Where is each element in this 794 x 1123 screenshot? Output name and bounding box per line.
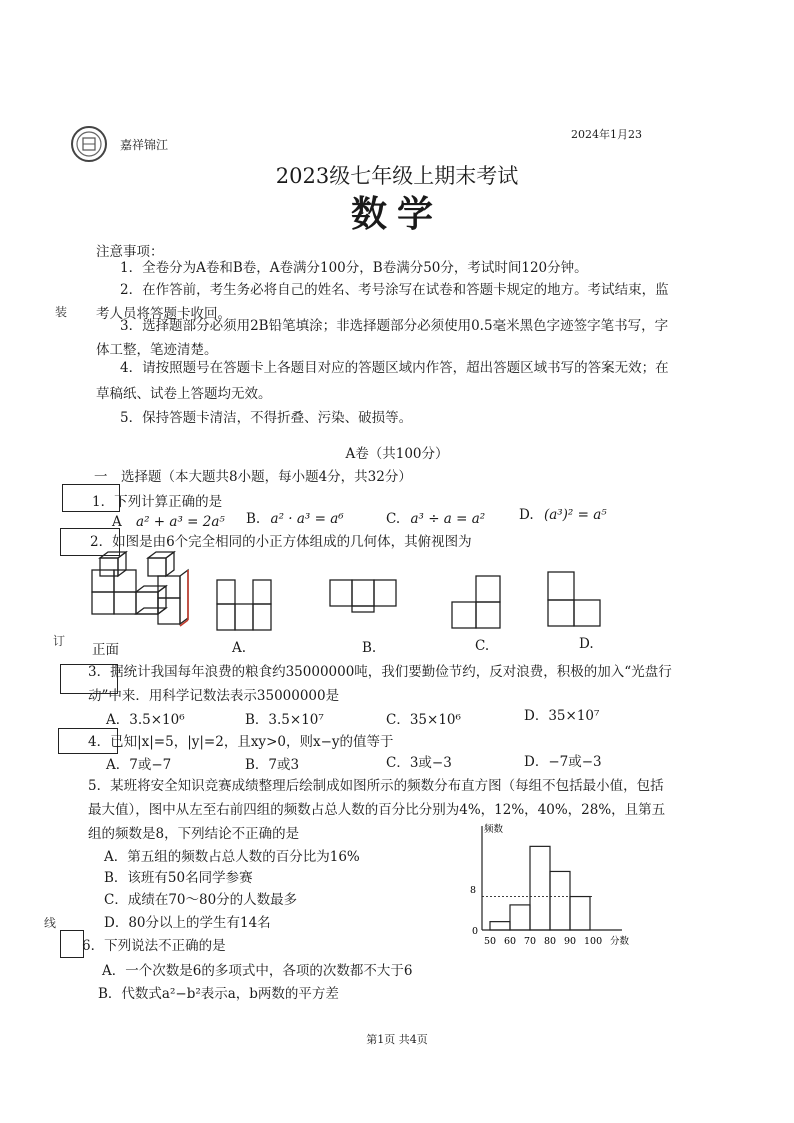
q4-option-d: D．−7或−3: [524, 754, 602, 770]
q2-option-c-label: C.: [475, 638, 490, 654]
q2-option-a-figure: [215, 578, 275, 634]
q5-option-d: D．80分以上的学生有14名: [104, 915, 271, 931]
q4-option-c: C．3或−3: [386, 755, 452, 771]
q3-line-2: 动”中来．用科学记数法表示35000000是: [88, 688, 340, 704]
q3-option-c-label: C．: [386, 712, 410, 728]
q2-option-a-label: A.: [232, 640, 247, 656]
school-name: 嘉祥锦江: [120, 138, 169, 152]
notes-heading: 注意事项：: [96, 244, 164, 260]
q5-option-b: B．该班有50名同学参赛: [104, 870, 253, 886]
q6-option-b: B．代数式a²−b²表示a，b两数的平方差: [98, 986, 339, 1002]
histogram-x-label: 分数: [610, 936, 630, 947]
histogram-bar-2: [510, 905, 530, 930]
note-line-4-cont: 草稿纸、试卷上答题均无效。: [96, 386, 272, 402]
q1-option-a-expr: a² + a³ = 2a⁵: [136, 514, 225, 530]
q1-option-c-label: C.: [386, 511, 401, 527]
margin-mark-ding: 订: [53, 634, 66, 648]
q3-option-c-value: 35×10⁶: [409, 712, 461, 728]
q4-option-a: A．7或−7: [106, 757, 172, 773]
note-line-5: 5．保持答题卡清洁，不得折叠、污染、破损等。: [120, 410, 413, 426]
q3-option-a-label: A．: [106, 712, 130, 728]
exam-title: 2023级七年级上期末考试: [275, 164, 519, 188]
q1-option-d-expr: (a³)² = a⁵: [543, 507, 607, 523]
q1-option-b-expr: a² · a³ = a⁶: [270, 511, 344, 527]
q2-solid-figure: [86, 550, 196, 640]
page-footer: 第1页 共4页: [366, 1033, 428, 1046]
q1-option-d-label: D.: [519, 507, 534, 523]
note-line-1: 1．全卷分为A卷和B卷，A卷满分100分，B卷满分50分，考试时间120分钟。: [120, 260, 588, 276]
q6-option-a: A．一个次数是6的多项式中，各项的次数都不大于6: [102, 963, 413, 979]
histogram-x-tick-90: 90: [564, 936, 577, 947]
q2-stem: 2．如图是由6个完全相同的小正方体组成的几何体，其俯视图为: [90, 534, 472, 550]
histogram-x-tick-80: 80: [544, 936, 557, 947]
q5-line-3: 组的频数是8，下列结论不正确的是: [88, 826, 300, 842]
q3-line-1: 3．据统计我国每年浪费的粮食约35000000吨，我们要勤俭节约，反对浪费，积极的加入“光盘行: [88, 664, 672, 680]
q2-option-c-figure: [450, 574, 504, 630]
q1-stem: 1．下列计算正确的是: [92, 494, 223, 510]
note-line-2-cont: 考人员将答题卡收回。: [96, 306, 231, 322]
q2-front-label: 正面: [92, 642, 119, 658]
note-line-3-cont: 体工整，笔迹清楚。: [96, 342, 218, 358]
q3-option-b-label: B．: [245, 712, 269, 728]
q2-option-b-label: B.: [362, 640, 377, 656]
histogram-y-label: 频数: [484, 824, 504, 835]
part-one-heading: 一 选择题（本大题共8小题，每小题4分，共32分）: [94, 469, 412, 485]
histogram-bar-3: [530, 846, 550, 930]
histogram-bar-1: [490, 922, 510, 930]
exam-date: 2024年1月23: [571, 128, 642, 141]
histogram-x-tick-50: 50: [484, 936, 497, 947]
margin-mark-xian: 线: [44, 916, 57, 930]
q5-line-2: 最大值），图中从左至右前四组的频数占总人数的百分比分别为4%，12%，40%，28%，且第五: [88, 802, 666, 818]
histogram-bar-4: [550, 871, 570, 930]
q3-option-d-value: 35×10⁷: [548, 708, 600, 724]
histogram-x-tick-60: 60: [504, 936, 517, 947]
q3-option-b-value: 3.5×10⁷: [268, 712, 324, 728]
q3-option-d-label: D．: [524, 708, 549, 724]
histogram-bar-5: [570, 897, 590, 930]
q2-option-b-figure: [328, 578, 400, 614]
histogram-x-tick-70: 70: [524, 936, 537, 947]
q1-option-c-expr: a³ ÷ a = a²: [410, 511, 486, 527]
school-logo: [70, 125, 108, 163]
q5-line-1: 5．某班将安全知识竞赛成绩整理后绘制成如图所示的频数分布直方图（每组不包括最小值，包括: [88, 778, 664, 794]
q3-option-a-value: 3.5×10⁶: [129, 712, 185, 728]
q2-option-d-figure: [546, 570, 604, 628]
note-line-3: 3．选择题部分必须用2B铅笔填涂；非选择题部分必须使用0.5毫米黑色字迹签字笔书写，字: [120, 318, 669, 334]
q6-stem: 6．下列说法不正确的是: [82, 938, 226, 954]
q5-option-c: C．成绩在70～80分的人数最多: [104, 892, 298, 908]
q4-option-b: B．7或3: [245, 757, 300, 773]
histogram-x-tick-100: 100: [584, 936, 603, 947]
q1-option-b-label: B.: [246, 511, 261, 527]
q5-option-a: A．第五组的频数占总人数的百分比为16%: [104, 849, 360, 865]
note-line-4: 4．请按照题号在答题卡上各题目对应的答题区域内作答，超出答题区域书写的答案无效；在: [120, 360, 669, 376]
note-line-2: 2．在作答前，考生务必将自己的姓名、考号涂写在试卷和答题卡规定的地方。考试结束，监: [120, 282, 669, 298]
q5-histogram: [460, 818, 640, 950]
section-a-heading: A卷（共100分）: [345, 446, 449, 462]
q1-option-a-label: A: [112, 514, 122, 530]
margin-mark-zhuang: 装: [55, 305, 68, 319]
q2-option-d-label: D.: [579, 636, 594, 652]
exam-subject: 数学: [350, 193, 443, 235]
q4-stem: 4．已知|x|=5，|y|=2，且xy>0，则x−y的值等于: [88, 734, 394, 750]
q6-score-box: [60, 930, 84, 958]
histogram-y-tick-0: 0: [472, 926, 479, 937]
histogram-y-tick-8: 8: [470, 885, 477, 896]
